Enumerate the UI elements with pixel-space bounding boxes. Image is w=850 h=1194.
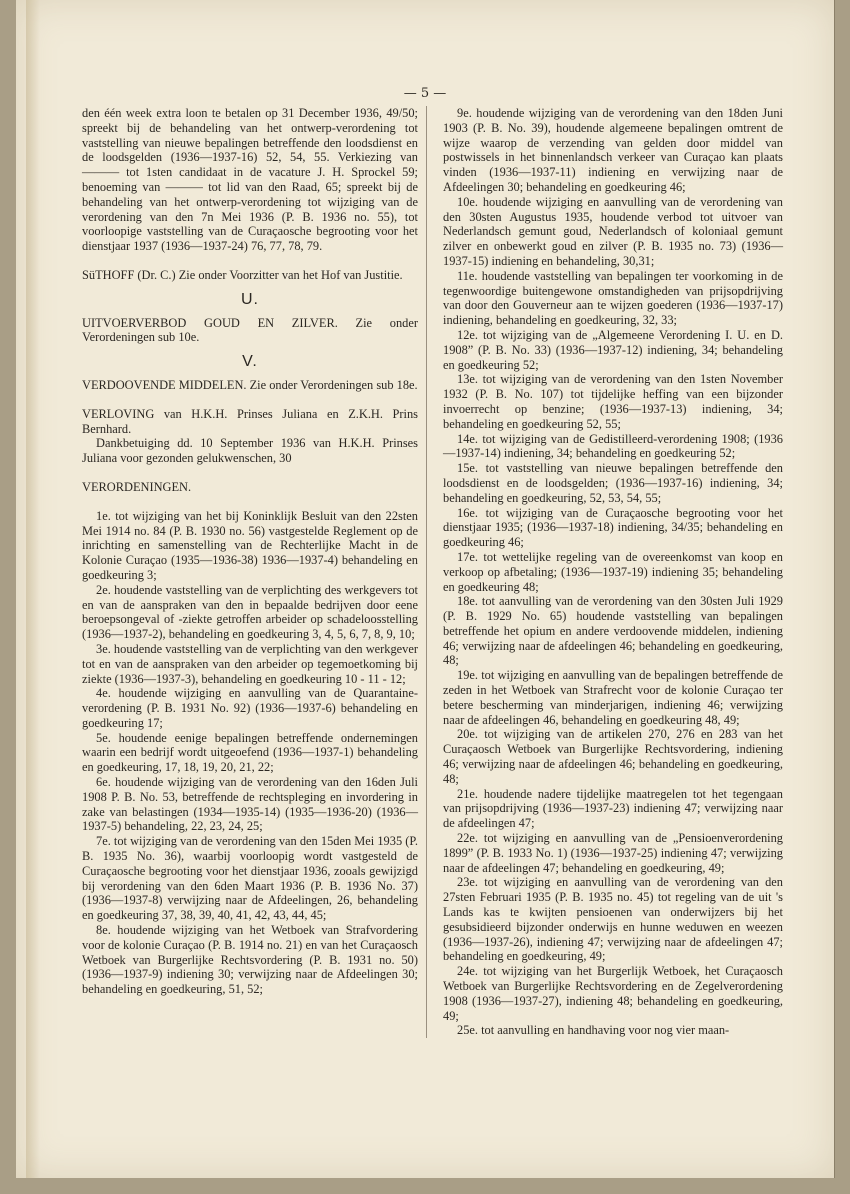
- verdoovende-entry: VERDOOVENDE MIDDELEN. Zie onder Verordeningen sub 18e.: [82, 377, 418, 392]
- list-item: 8e. houdende wijziging van het Wetboek van Strafvordering voor de kolonie Curaçao (P. B. 1914 no. 21) en van het Curaçaosch Wetboek van Burgerlijke Rechtsvordering (P. B. 1931 no. 50) (1936—1937-9) indiening 30; verwijzing naar de Afdeelingen 30; behandeling en goedkeuring, 51, 52;: [82, 923, 418, 997]
- list-item: 21e. houdende nadere tijdelijke maatregelen tot het tegengaan van prijsopdrijving (1936—1937-23) indiening 47; verwijzing naar de afdeelingen 47;: [443, 786, 783, 831]
- list-item: 11e. houdende vaststelling van bepalingen ter voorkoming in de tegenwoordige buitengewone omstandigheden van prijsopdrijving van door den Gouverneur aan te wijzen goederen (1936—1937-17) indiening, behandeling en goedkeuring, 32, 33;: [443, 268, 783, 328]
- verordeningen-heading: VERORDENINGEN.: [82, 479, 192, 494]
- list-item: 6e. houdende wijziging van de verordening van den 16den Juli 1908 P. B. No. 53, betreffende de rechtspleging en invordering in zake van belastingen (1934—1935-14) (1935—1936-20) (1936—1937-5) behandeling, 22, 23, 24, 25;: [82, 775, 418, 834]
- list-item: 18e. tot aanvulling van de verordening van den 30sten Juli 1929 (P. B. 1929 No. 65) houdende vaststelling van bepalingen betreffende het opium en andere verdoovende middelen, indiening 46; verwijzing naar de afdeelingen 46; behandeling en goedkeuring, 48;: [443, 594, 783, 668]
- list-item: 25e. tot aanvulling en handhaving voor nog vier maan-: [457, 1023, 730, 1038]
- list-item: 1e. tot wijziging van het bij Koninklijk Besluit van den 22sten Mei 1914 no. 84 (P. B. 1930 no. 56) vastgestelde Reglement op de inrichting en samenstelling van de Rechterlijke Macht in de Kolonie Curaçao (1935—1936-38) 1936—1937-4) behandeling en goedkeuring 3;: [82, 508, 418, 582]
- dankbetuiging-entry: Dankbetuiging dd. 10 September 1936 van H.K.H. Prinses Juliana voor gezonden gelukwenschen, 30: [82, 436, 418, 466]
- list-item: 7e. tot wijziging van de verordening van den 15den Mei 1935 (P. B. 1935 No. 36), waarbij voorloopig wordt vastgesteld de Curaçaosche begrooting voor het dienstjaar 1936, zooals gewijzigd bij verordening van den 6den Maart 1936 (P. B. 1936 No. 37) (1936—1937-8) verwijzing naar de Afdeelingen, 26, behandeling en goedkeuring 37, 38, 39, 40, 41, 42, 43, 44, 45;: [82, 834, 418, 923]
- paper-stain: [26, 0, 40, 1178]
- page-number: — 5 —: [403, 86, 447, 101]
- list-item: 14e. tot wijziging van de Gedistilleerd-verordening 1908; (1936—1937-14) indiening, 34; behandeling en goedkeuring 52;: [443, 431, 783, 461]
- list-item: 2e. houdende vaststelling van de verplichting des werkgevers tot en van de aanspraken van den in bepaalde bedrijven door eene beroepsongeval of -ziekte getroffen arbeider op schadeloosstelling (1936—1937-2), behandeling en goedkeuring 3, 4, 5, 6, 7, 8, 9, 10;: [82, 582, 418, 642]
- list-item: 9e. houdende wijziging van de verordening van den 18den Juni 1903 (P. B. No. 39), houdende algemeene bepalingen omtrent de wijze waarop de verzending van gelden door middel van postwissels in het binnenlandsch verkeer van Curaçao kan plaats vinden (1936—1937-11) indiening en verwijzing naar de Afdeelingen 30; behandeling en goedkeuring 46;: [443, 106, 783, 194]
- section-letter-v: V.: [242, 353, 258, 371]
- suthoff-entry: SüTHOFF (Dr. C.) Zie onder Voorzitter van het Hof van Justitie.: [82, 267, 403, 282]
- list-item: 22e. tot wijziging en aanvulling van de „Pensioenverordening 1899” (P. B. 1933 No. 1) (1936—1937-25) indiening 47; verwijzing naar de afdeelingen 47; behandeling en goedkeuring, 49;: [443, 831, 783, 875]
- uitvoerverbod-entry: UITVOERVERBOD GOUD EN ZILVER. Zie onder Verordeningen sub 10e.: [82, 315, 418, 345]
- list-item: 10e. houdende wijziging en aanvulling van de verordening van den 30sten Augustus 1935, houdende verbod tot uitvoer van Nederlandsch gemunt goud, Nederlandsch of koloniaal gemunt zilver en onbewerkt goud en zilver (P. B. 1935 no. 73) (1936—1937-15) indiening en behandeling, 30,31;: [443, 194, 783, 268]
- list-item: 4e. houdende wijziging en aanvulling van de Quarantaine-verordening (P. B. 1931 No. 92) (1936—1937-6) behandeling en goedkeuring 17;: [82, 686, 418, 730]
- list-item: 13e. tot wijziging van de verordening van den 1sten November 1932 (P. B. No. 107) tot tijdelijke heffing van een bijzonder invoerrecht op benzine; (1936—1937-13) indiening, 34; behandeling en goedkeuring 52, 55;: [443, 372, 783, 431]
- document-page: [16, 0, 835, 1178]
- list-item: 23e. tot wijziging en aanvulling van de verordening van den 27sten Februari 1935 (P. B. 1935 no. 45) tot regeling van de uit 's Lands kas te kwijten pensioenen van onderwijzers bij het gesubsidieerd bijzonder onderwijs en hunne weduwen en weezen (1936—1937-26), indiening 47; verwijzing naar de afdeelingen 47; behandeling en goedkeuring, 49;: [443, 875, 783, 964]
- list-item: 20e. tot wijziging van de artikelen 270, 276 en 283 van het Curaçaosch Wetboek van Burgerlijke Rechtsvordering, indiening 46; verwijzing naar de afdeelingen 46; behandeling en goedkeuring, 48;: [443, 727, 783, 786]
- list-item: 5e. houdende eenige bepalingen betreffende ondernemingen waarin een bedrijf wordt uitgeoefend (1936—1937-1) behandeling en goedkeuring, 17, 18, 19, 20, 21, 22;: [82, 730, 418, 775]
- list-item: 17e. tot wettelijke regeling van de overeenkomst van koop en verkoop op afbetaling; (1936—1937-19) indiening 35; behandeling en goedkeuring 48;: [443, 549, 783, 594]
- list-item: 12e. tot wijziging van de „Algemeene Verordening I. U. en D. 1908” (P. B. No. 33) (1936—1937-12) indiening, 34; behandeling en goedkeuring 52;: [443, 327, 783, 372]
- list-item: 3e. houdende vaststelling van de verplichting van den werkgever tot en van de aanspraken van den arbeider op tegemoetkoming bij ziekte (1936—1937-3), behandeling en goedkeuring 10 - 11 - 12;: [82, 641, 418, 686]
- left-column: [82, 106, 418, 997]
- list-item: 16e. tot wijziging van de Curaçaosche begrooting voor het dienstjaar 1935; (1936—1937-18) indiening, 34/35; behandeling en goedkeuring 46;: [443, 505, 783, 550]
- section-letter-u: U.: [241, 290, 259, 308]
- list-item: 19e. tot wijziging en aanvulling van de bepalingen betreffende de zeden in het Wetboek van Strafrecht voor de kolonie Curaçao ter betere bescherming van minderjarigen, indiening 46; verwijzing naar de afdeelingen 46, behandeling en goedkeuring 48, 49;: [443, 668, 783, 727]
- verloving-entry: VERLOVING van H.K.H. Prinses Juliana en Z.K.H. Prins Bernhard.: [82, 406, 418, 436]
- list-item: 15e. tot vaststelling van nieuwe bepalingen betreffende den loodsdienst en de loodsgelden; (1936—1937-16) indiening, 34; behandeling en goedkeuring, 52, 53, 54, 55;: [443, 461, 783, 505]
- right-column: [426, 106, 783, 1038]
- intro-paragraph: den één week extra loon te betalen op 31 December 1936, 49/50; spreekt bij de behandeling van het ontwerp-verordening tot vaststelling van nieuwe bepalingen betreffende den loodsdienst en de loodsgelden (1936—1937-16) 52, 54, 55. Verkiezing van ——— tot 1sten candidaat in de vacature J. H. Sprockel 59; benoeming van ——— tot lid van den Raad, 65; spreekt bij de behandeling van het ontwerp-verordening tot wijziging van de verordening van den 7n Mei 1936 (P. B. 1936 no. 55), tot voorloopige vaststelling van de Curaçaosche begrooting voor het dienstjaar 1937 (1936—1937-24) 76, 77, 78, 79.: [82, 106, 418, 254]
- list-item: 24e. tot wijziging van het Burgerlijk Wetboek, het Curaçaosch Wetboek van Burgerlijke Rechtsvordering en de Zegelverordening 1908 (1936—1937-27), indiening 48; behandeling en goedkeuring, 49;: [443, 964, 783, 1023]
